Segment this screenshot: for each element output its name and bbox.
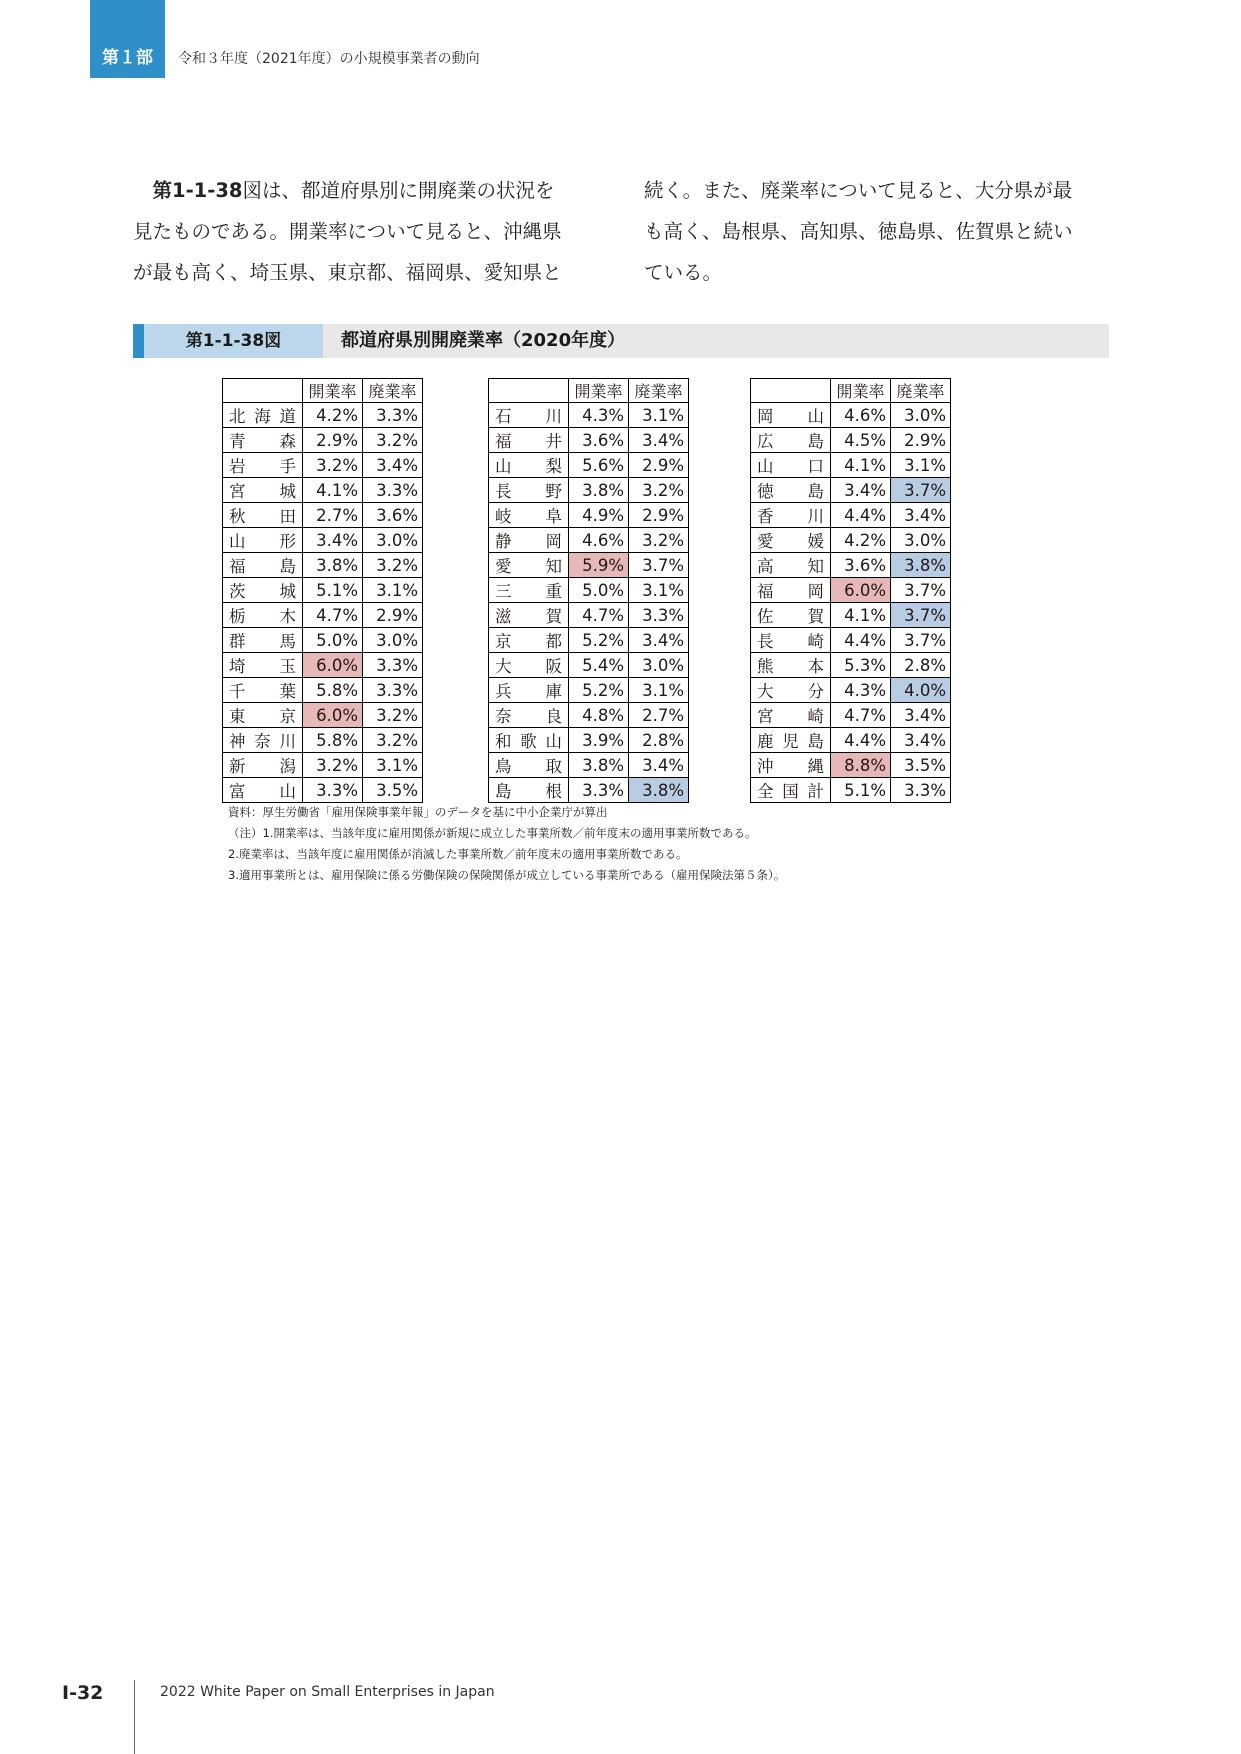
table-row [751,728,951,753]
table-row [489,553,689,578]
header-close-rate: 廃業率 [363,379,423,403]
table-row [489,628,689,653]
prefecture-name: 長崎 [751,628,831,653]
prefecture-name: 熊本 [751,653,831,678]
open-rate-cell: 4.1% [831,453,891,478]
header-blank-cell [751,379,831,403]
close-rate-cell: 3.0% [363,628,423,653]
open-rate-cell: 3.3% [303,778,363,803]
open-rate-cell: 3.9% [569,728,629,753]
table-body [751,403,951,803]
open-rate-cell: 4.7% [831,703,891,728]
prefecture-name: 埼玉 [223,653,303,678]
table-row [223,578,423,603]
prefecture-name: 徳島 [751,478,831,503]
table-row [489,653,689,678]
close-rate-cell: 3.3% [891,778,951,803]
close-rate-cell: 2.9% [363,603,423,628]
table-row [489,453,689,478]
prefecture-name: 秋田 [223,503,303,528]
table-row [751,678,951,703]
table-row [223,553,423,578]
running-head: 令和３年度（2021年度）の小規模事業者の動向 [178,51,480,67]
body-text-right [644,170,1114,293]
open-rate-cell: 5.0% [303,628,363,653]
close-rate-cell: 3.3% [363,653,423,678]
close-rate-cell: 2.8% [629,728,689,753]
prefecture-name: 香川 [751,503,831,528]
part-tab [90,0,165,78]
table-row [751,478,951,503]
table-row [751,403,951,428]
close-rate-cell: 3.3% [363,403,423,428]
table-row [751,578,951,603]
open-rate-cell: 5.1% [303,578,363,603]
figure-reference: 第1-1-38 [152,179,243,202]
open-rate-cell: 4.6% [831,403,891,428]
open-rate-cell: 5.8% [303,728,363,753]
prefecture-name: 青森 [223,428,303,453]
close-rate-cell: 3.4% [363,453,423,478]
table-row [489,478,689,503]
header-close-rate: 廃業率 [629,379,689,403]
table-row [489,728,689,753]
header-open-rate: 開業率 [303,379,363,403]
close-rate-cell: 3.1% [629,403,689,428]
open-rate-cell: 3.8% [569,478,629,503]
page-number: I-32 [62,1682,104,1704]
close-rate-cell: 4.0% [891,678,951,703]
prefecture-table-1 [222,378,423,803]
body-line: も高く、島根県、高知県、徳島県、佐賀県と続い [644,220,1073,243]
prefecture-name: 新潟 [223,753,303,778]
note-line: 3.適用事業所とは、雇用保険に係る労働保険の保険関係が成立している事業所である（雇用保険法第５条）。 [228,868,786,882]
prefecture-name: 石川 [489,403,569,428]
open-rate-cell: 4.7% [303,603,363,628]
close-rate-cell: 2.9% [629,453,689,478]
table-row [751,778,951,803]
prefecture-name: 宮崎 [751,703,831,728]
close-rate-cell: 3.0% [891,528,951,553]
prefecture-name: 山形 [223,528,303,553]
open-rate-cell: 5.3% [831,653,891,678]
open-rate-cell: 3.6% [831,553,891,578]
close-rate-cell: 2.9% [891,428,951,453]
close-rate-cell: 3.6% [363,503,423,528]
table-row [751,753,951,778]
table-row [223,753,423,778]
open-rate-cell: 5.9% [569,553,629,578]
table-row [489,503,689,528]
prefecture-name: 栃木 [223,603,303,628]
prefecture-name: 三重 [489,578,569,603]
body-line-text: 図は、都道府県別に開廃業の状況を [242,179,555,202]
open-rate-cell: 4.7% [569,603,629,628]
prefecture-name: 福岡 [751,578,831,603]
open-rate-cell: 4.4% [831,503,891,528]
prefecture-name: 滋賀 [489,603,569,628]
table-header-row [751,379,951,403]
table-row [223,728,423,753]
close-rate-cell: 3.4% [629,428,689,453]
table-row [489,778,689,803]
prefecture-name: 京都 [489,628,569,653]
table-row [223,628,423,653]
figure-label: 第1-1-38図 [144,324,323,358]
table-header-row [489,379,689,403]
prefecture-name: 宮城 [223,478,303,503]
prefecture-name: 北海道 [223,403,303,428]
table-row [751,528,951,553]
close-rate-cell: 3.3% [363,478,423,503]
figure-title: 都道府県別開廃業率（2020年度） [341,330,626,351]
body-line: 見たものである。開業率について見ると、沖縄県 [133,220,562,243]
prefecture-name: 全国計 [751,778,831,803]
prefecture-name: 愛媛 [751,528,831,553]
prefecture-table-3 [750,378,951,803]
table-row [223,528,423,553]
table-row [751,553,951,578]
table-row [489,403,689,428]
prefecture-name: 大分 [751,678,831,703]
prefecture-name: 岡山 [751,403,831,428]
prefecture-name: 富山 [223,778,303,803]
table-row [223,403,423,428]
table-row [751,703,951,728]
open-rate-cell: 4.1% [303,478,363,503]
table-row [751,503,951,528]
close-rate-cell: 3.4% [891,703,951,728]
prefecture-name: 愛知 [489,553,569,578]
close-rate-cell: 3.1% [363,578,423,603]
prefecture-name: 沖縄 [751,753,831,778]
open-rate-cell: 4.6% [569,528,629,553]
table-row [751,653,951,678]
body-line: が最も高く、埼玉県、東京都、福岡県、愛知県と [133,261,562,284]
open-rate-cell: 4.9% [569,503,629,528]
prefecture-name: 福島 [223,553,303,578]
table-row [489,678,689,703]
close-rate-cell: 3.2% [363,728,423,753]
body-line: 続く。また、廃業率について見ると、大分県が最 [644,179,1073,202]
open-rate-cell: 3.2% [303,453,363,478]
body-line [133,170,603,211]
close-rate-cell: 3.4% [629,628,689,653]
open-rate-cell: 4.3% [569,403,629,428]
prefecture-name: 大阪 [489,653,569,678]
prefecture-name: 鳥取 [489,753,569,778]
prefecture-name: 長野 [489,478,569,503]
close-rate-cell: 3.2% [363,428,423,453]
close-rate-cell: 3.4% [891,728,951,753]
prefecture-name: 奈良 [489,703,569,728]
close-rate-cell: 3.2% [629,478,689,503]
close-rate-cell: 2.8% [891,653,951,678]
header-close-rate: 廃業率 [891,379,951,403]
close-rate-cell: 3.7% [891,578,951,603]
prefecture-name: 高知 [751,553,831,578]
figure-accent-bar [133,324,144,358]
prefecture-name: 神奈川 [223,728,303,753]
header-blank-cell [489,379,569,403]
table-row [223,678,423,703]
note-line: 2.廃業率は、当該年度に雇用関係が消滅した事業所数／前年度末の適用事業所数である。 [228,847,688,861]
open-rate-cell: 5.8% [303,678,363,703]
open-rate-cell: 3.2% [303,753,363,778]
open-rate-cell: 5.2% [569,678,629,703]
close-rate-cell: 3.1% [891,453,951,478]
prefecture-name: 兵庫 [489,678,569,703]
close-rate-cell: 3.0% [891,403,951,428]
open-rate-cell: 5.2% [569,628,629,653]
open-rate-cell: 5.6% [569,453,629,478]
prefecture-name: 和歌山 [489,728,569,753]
close-rate-cell: 3.1% [629,578,689,603]
close-rate-cell: 3.1% [363,753,423,778]
table-row [223,428,423,453]
note-line: （注）1.開業率は、当該年度に雇用関係が新規に成立した事業所数／前年度末の適用事業所数である。 [228,826,757,840]
open-rate-cell: 4.8% [569,703,629,728]
close-rate-cell: 3.2% [363,703,423,728]
open-rate-cell: 4.2% [831,528,891,553]
close-rate-cell: 3.7% [891,603,951,628]
table-row [489,603,689,628]
table-row [751,428,951,453]
open-rate-cell: 6.0% [303,703,363,728]
prefecture-name: 島根 [489,778,569,803]
open-rate-cell: 3.6% [569,428,629,453]
open-rate-cell: 3.4% [831,478,891,503]
table-row [751,603,951,628]
prefecture-name: 東京 [223,703,303,728]
open-rate-cell: 4.1% [831,603,891,628]
open-rate-cell: 5.1% [831,778,891,803]
open-rate-cell: 6.0% [303,653,363,678]
table-row [489,753,689,778]
footer-divider [134,1680,135,1754]
prefecture-name: 山口 [751,453,831,478]
prefecture-name: 千葉 [223,678,303,703]
table-body [489,403,689,803]
open-rate-cell: 3.4% [303,528,363,553]
table-row [223,653,423,678]
figure-heading [133,324,1109,358]
table-row [223,778,423,803]
prefecture-name: 静岡 [489,528,569,553]
close-rate-cell: 3.0% [629,653,689,678]
open-rate-cell: 4.2% [303,403,363,428]
close-rate-cell: 3.3% [629,603,689,628]
table-row [223,503,423,528]
close-rate-cell: 3.7% [891,478,951,503]
open-rate-cell: 4.4% [831,728,891,753]
close-rate-cell: 3.2% [629,528,689,553]
close-rate-cell: 3.0% [363,528,423,553]
table-row [223,603,423,628]
open-rate-cell: 8.8% [831,753,891,778]
prefecture-name: 広島 [751,428,831,453]
table-header-row [223,379,423,403]
open-rate-cell: 5.4% [569,653,629,678]
open-rate-cell: 5.0% [569,578,629,603]
header-blank-cell [223,379,303,403]
header-open-rate: 開業率 [831,379,891,403]
header-open-rate: 開業率 [569,379,629,403]
close-rate-cell: 3.1% [629,678,689,703]
open-rate-cell: 3.3% [569,778,629,803]
table-row [489,703,689,728]
close-rate-cell: 3.8% [891,553,951,578]
close-rate-cell: 3.7% [891,628,951,653]
close-rate-cell: 3.4% [629,753,689,778]
close-rate-cell: 2.9% [629,503,689,528]
table-row [489,578,689,603]
figure-notes [228,802,785,886]
open-rate-cell: 6.0% [831,578,891,603]
body-text-left [133,170,603,293]
prefecture-name: 鹿児島 [751,728,831,753]
prefecture-name: 岩手 [223,453,303,478]
close-rate-cell: 3.3% [363,678,423,703]
table-row [489,528,689,553]
open-rate-cell: 2.7% [303,503,363,528]
table-row [223,703,423,728]
close-rate-cell: 3.7% [629,553,689,578]
footer-publication: 2022 White Paper on Small Enterprises in Japan [160,1684,495,1700]
prefecture-name: 福井 [489,428,569,453]
table-row [489,428,689,453]
prefecture-name: 山梨 [489,453,569,478]
table-row [751,628,951,653]
close-rate-cell: 3.5% [891,753,951,778]
prefecture-table-2 [488,378,689,803]
table-row [751,453,951,478]
open-rate-cell: 4.5% [831,428,891,453]
open-rate-cell: 3.8% [569,753,629,778]
open-rate-cell: 4.4% [831,628,891,653]
table-row [223,478,423,503]
prefecture-name: 岐阜 [489,503,569,528]
prefecture-name: 佐賀 [751,603,831,628]
table-body [223,403,423,803]
close-rate-cell: 3.4% [891,503,951,528]
close-rate-cell: 3.8% [629,778,689,803]
close-rate-cell: 3.5% [363,778,423,803]
table-row [223,453,423,478]
source-note: 資料：厚生労働省「雇用保険事業年報」のデータを基に中小企業庁が算出 [228,805,608,819]
prefecture-name: 茨城 [223,578,303,603]
prefecture-name: 群馬 [223,628,303,653]
part-label: 第１部 [102,48,153,68]
open-rate-cell: 4.3% [831,678,891,703]
open-rate-cell: 2.9% [303,428,363,453]
close-rate-cell: 3.2% [363,553,423,578]
body-line: ている。 [644,261,723,284]
open-rate-cell: 3.8% [303,553,363,578]
close-rate-cell: 2.7% [629,703,689,728]
